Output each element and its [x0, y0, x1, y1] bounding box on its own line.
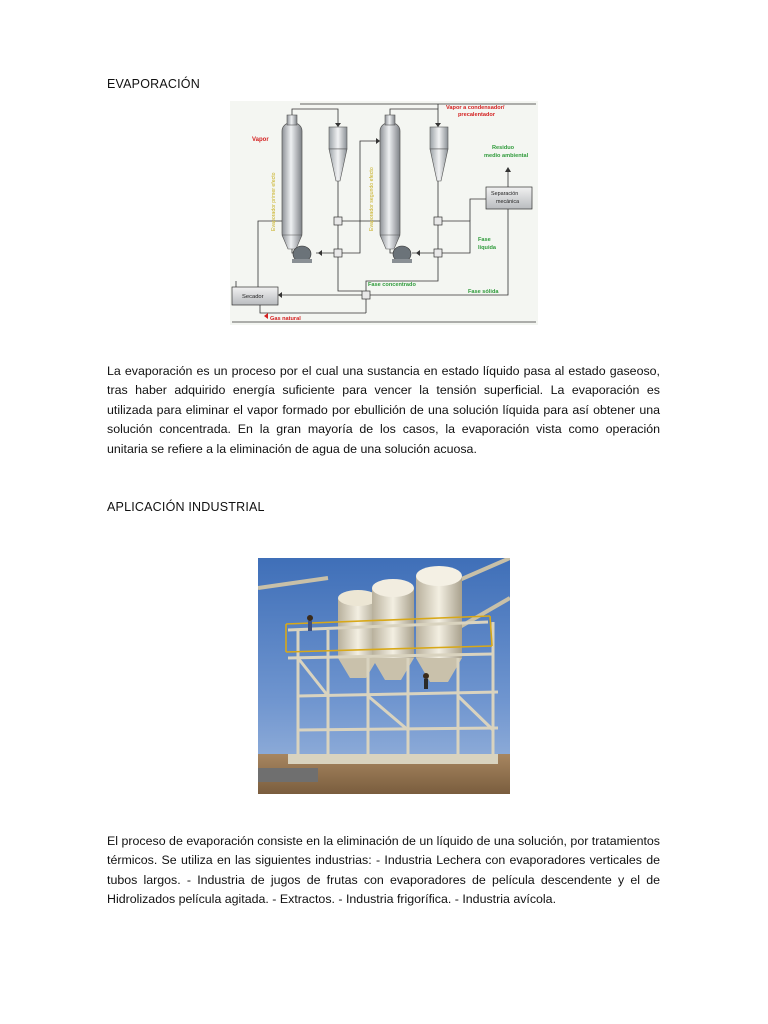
- label-evaporador-2: Evaporador segundo efecto: [369, 167, 375, 231]
- evaporation-process-diagram: [230, 101, 538, 325]
- section-heading-aplicacion-industrial: APLICACIÓN INDUSTRIAL: [107, 500, 265, 514]
- evaporation-definition-paragraph: La evaporación es un proceso por el cual una sustancia en estado líquido pasa al estado gaseoso, tras haber adquirido energía suficiente para vencer la tensión superficial. La evaporación es utilizada para eliminar el vapor formado por ebullición de una solución líquida para así obtener una solución concentrada. En la gran mayoría de los casos, la evaporación vista como operación unitaria se refiere a la eliminación de agua de una solución acuosa.: [107, 364, 660, 456]
- label-vapor-condensador: Vapor a condensador/: [446, 105, 505, 111]
- cyclone-1: [329, 127, 347, 181]
- label-gas-natural: Gas natural: [270, 316, 301, 322]
- pump-2: [392, 246, 412, 263]
- label-fase-solida: Fase sólida: [468, 289, 499, 295]
- label-precalentador: precalentador: [458, 112, 495, 118]
- industrial-application-paragraph: El proceso de evaporación consiste en la eliminación de un líquido de una solución, por tratamientos térmicos. Se utiliza en las siguientes industrias: - Industria Lechera con evaporadores verticales de tubos largos. - Industria de jugos de frutas con evaporadores de película descendente y el de Hidrolizados película agitada. - Extractos. - Industria frigorífica. - Industria avícola.: [107, 834, 660, 907]
- label-separacion: Separación: [491, 191, 519, 197]
- evaporator-2-column: [380, 115, 400, 249]
- industrial-evaporator-photo: [258, 558, 510, 794]
- label-fase: Fase: [478, 237, 491, 243]
- pump-1: [292, 246, 312, 263]
- label-fase-concentrado: Fase concentrado: [368, 282, 416, 288]
- label-secador: Secador: [242, 294, 264, 300]
- label-mecanica: mecánica: [496, 199, 520, 205]
- label-evaporador-1: Evaporador primer efecto: [271, 172, 277, 231]
- cyclone-2: [430, 127, 448, 181]
- label-residuo: Residuo: [492, 145, 515, 151]
- label-vapor: Vapor: [252, 137, 269, 143]
- label-medio-ambiental: medio ambiental: [484, 153, 529, 159]
- section-heading-evaporacion: EVAPORACIÓN: [107, 77, 200, 91]
- evaporator-1-column: [282, 115, 302, 249]
- label-liquida: líquida: [478, 245, 497, 251]
